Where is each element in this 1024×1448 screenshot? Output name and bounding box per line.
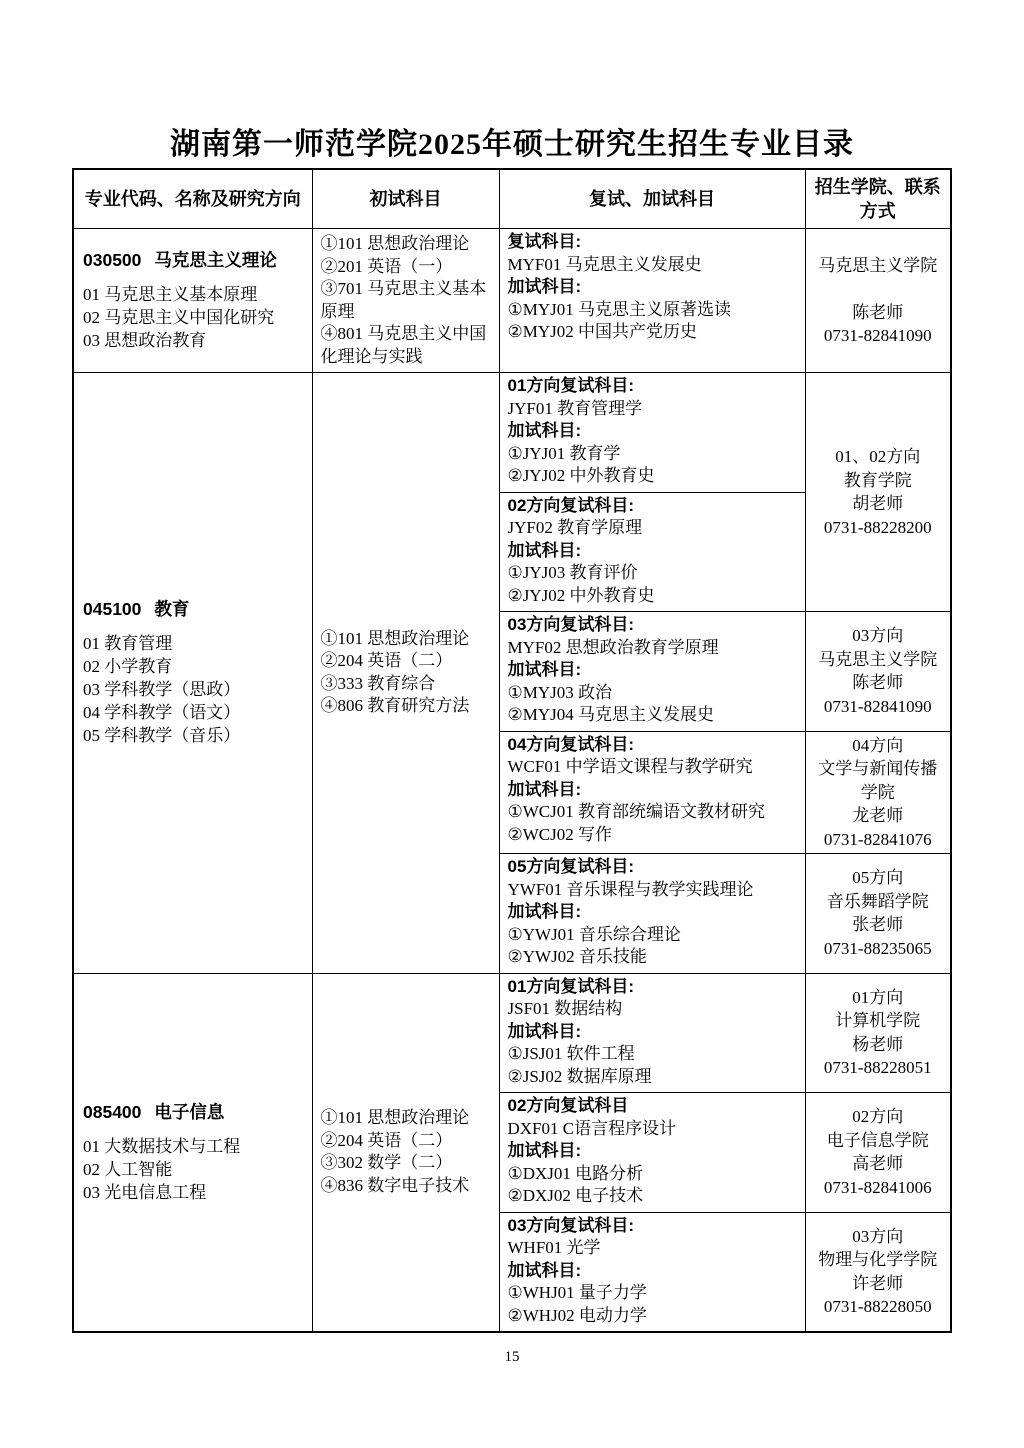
program-cell	[73, 229, 312, 373]
retest-line: MYF02 思想政治教育学原理	[507, 637, 719, 657]
initial-subjects-cell	[312, 229, 499, 373]
retest-line: ②DXJ02 电子技术	[507, 1186, 644, 1205]
contact-line: 03方向	[852, 1226, 904, 1246]
contact-line: 02方向	[852, 1107, 904, 1127]
retest-line: 加试科目:	[507, 779, 582, 799]
contact-line: 05方向	[852, 868, 904, 888]
direction-item: 05 学科教学（音乐）	[83, 726, 241, 746]
table-body	[73, 229, 951, 1333]
contact-line: 杨老师	[852, 1034, 904, 1054]
contact-line: 张老师	[852, 915, 904, 935]
contact-cell	[805, 854, 951, 974]
program-cell	[73, 373, 312, 974]
subject-line: ②204 英语（二）	[320, 1130, 453, 1150]
page-number: 15	[504, 1349, 520, 1365]
direction-item: 03 学科教学（思政）	[83, 680, 241, 700]
retest-line: 加试科目:	[507, 421, 582, 440]
retest-line: ②MYJ04 马克思主义发展史	[507, 705, 714, 724]
contact-line: 龙老师	[852, 806, 904, 825]
column-header-3: 复试、加试科目	[499, 169, 805, 229]
contact-line: 马克思主义学院	[818, 255, 938, 275]
contact-line: 0731-88228050	[823, 1297, 932, 1317]
program-code: 030500	[83, 250, 142, 270]
retest-cell	[499, 973, 805, 1093]
contact-line	[812, 277, 945, 301]
retest-line: 加试科目:	[507, 1141, 582, 1160]
code-line	[83, 249, 306, 272]
retest-cell	[499, 1093, 805, 1213]
retest-line: ①JYJ03 教育评价	[507, 563, 638, 582]
program-code: 045100	[83, 599, 142, 620]
retest-cell	[499, 854, 805, 974]
retest-line: JSF01 数据结构	[507, 999, 623, 1018]
direction-item: 03 光电信息工程	[83, 1182, 207, 1202]
retest-line: ①WCJ01 教育部统编语文教材研究	[507, 802, 765, 821]
contact-line: 许老师	[852, 1273, 904, 1293]
contact-line: 胡老师	[852, 494, 904, 513]
contact-cell	[805, 973, 951, 1093]
program-name: 电子信息	[154, 1101, 225, 1122]
retest-line: ②JYJ02 中外教育史	[507, 585, 655, 605]
table-row	[73, 373, 951, 493]
subject-line: ③701 马克思主义基本原理	[320, 279, 487, 321]
retest-line: ②WHJ02 电动力学	[507, 1305, 647, 1325]
contact-line: 0731-82841006	[823, 1177, 932, 1197]
retest-line: 02方向复试科目	[507, 1096, 629, 1115]
program-code: 085400	[83, 1101, 142, 1122]
retest-cell	[499, 373, 805, 493]
table-row	[73, 973, 951, 1093]
table-header-row	[73, 169, 951, 229]
subject-line: ②204 英语（二）	[320, 651, 453, 671]
retest-line: ①WHJ01 量子力学	[507, 1283, 647, 1302]
retest-line: WCF01 中学语文课程与教学研究	[507, 757, 753, 776]
contact-line: 0731-88235065	[823, 938, 932, 958]
contact-line: 高老师	[852, 1154, 904, 1174]
page-title: 湖南第一师范学院2025年硕士研究生招生专业目录	[170, 128, 854, 161]
subject-line: ④806 教育研究方法	[320, 696, 470, 716]
subject-line: ④801 马克思主义中国化理论与实践	[320, 324, 487, 366]
contact-line: 04方向	[852, 735, 904, 755]
program-name: 马克思主义理论	[154, 250, 277, 270]
retest-line: 加试科目:	[507, 540, 582, 560]
retest-line: 加试科目:	[507, 1021, 582, 1041]
subject-line: ②201 英语（一）	[320, 256, 453, 276]
retest-line: WHF01 光学	[507, 1238, 601, 1257]
direction-item: 02 人工智能	[83, 1159, 173, 1179]
retest-line: ①DXJ01 电路分析	[507, 1163, 644, 1183]
retest-line: ①MYJ03 政治	[507, 682, 612, 702]
retest-line: ②JYJ02 中外教育史	[507, 466, 655, 485]
retest-line: ①YWJ01 音乐综合理论	[507, 924, 681, 944]
directions-list	[83, 632, 306, 747]
retest-line: 加试科目:	[507, 1260, 582, 1280]
contact-line: 音乐舞蹈学院	[826, 891, 929, 911]
directions-list	[83, 1135, 306, 1204]
program-name: 教育	[154, 599, 190, 620]
contact-line: 文学与新闻传播学院	[818, 759, 938, 802]
contact-line: 0731-88228051	[823, 1058, 932, 1078]
retest-line: MYF01 马克思主义发展史	[507, 254, 702, 274]
contact-line: 01方向	[852, 987, 904, 1007]
contact-line: 0731-82841090	[823, 696, 932, 716]
direction-item: 01 马克思主义基本原理	[83, 285, 258, 304]
retest-line: 02方向复试科目:	[507, 495, 635, 515]
contact-cell	[805, 1212, 951, 1332]
column-header-2: 初试科目	[312, 169, 499, 229]
retest-cell	[499, 612, 805, 732]
direction-item: 01 大数据技术与工程	[83, 1136, 241, 1156]
retest-line: 03方向复试科目:	[507, 615, 635, 634]
retest-cell	[499, 1212, 805, 1332]
table-row	[73, 229, 951, 373]
retest-cell	[499, 731, 805, 854]
contact-line: 马克思主义学院	[818, 649, 938, 669]
subject-line: ③333 教育综合	[320, 673, 436, 693]
contact-line: 陈老师	[852, 302, 904, 322]
retest-line: 加试科目:	[507, 277, 582, 296]
retest-line: 加试科目:	[507, 902, 582, 921]
retest-line: ①JYJ01 教育学	[507, 443, 621, 463]
contact-line: 教育学院	[843, 470, 912, 490]
retest-line: JYF01 教育管理学	[507, 398, 643, 418]
retest-line: ②JSJ02 数据库原理	[507, 1066, 652, 1086]
contact-cell	[805, 612, 951, 732]
retest-line: DXF01 C语言程序设计	[507, 1118, 677, 1138]
code-line	[83, 598, 306, 621]
subject-line: ①101 思想政治理论	[320, 628, 470, 648]
code-line	[83, 1101, 306, 1124]
program-cell	[73, 973, 312, 1332]
subject-line: ①101 思想政治理论	[320, 1108, 470, 1128]
retest-line: ①MYJ01 马克思主义原著选读	[507, 299, 731, 319]
retest-line: ②YWJ02 音乐技能	[507, 947, 647, 966]
retest-line: 01方向复试科目:	[507, 976, 635, 996]
subject-line: ①101 思想政治理论	[320, 234, 470, 253]
retest-line: 复试科目:	[507, 232, 582, 251]
contact-line: 物理与化学学院	[818, 1250, 938, 1270]
retest-cell	[499, 492, 805, 612]
contact-line: 0731-82841076	[823, 829, 932, 849]
retest-line: YWF01 音乐课程与教学实践理论	[507, 879, 754, 899]
direction-item: 02 马克思主义中国化研究	[83, 308, 275, 327]
retest-line: JYF02 教育学原理	[507, 518, 643, 537]
retest-line: ②MYJ02 中国共产党历史	[507, 322, 697, 341]
retest-line: 05方向复试科目:	[507, 857, 635, 876]
contact-line: 陈老师	[852, 673, 904, 693]
contact-cell	[805, 229, 951, 373]
retest-line: 加试科目:	[507, 660, 582, 679]
retest-line: ②WCJ02 写作	[507, 824, 612, 844]
column-header-1: 专业代码、名称及研究方向	[73, 169, 312, 229]
contact-line: 0731-88228200	[823, 517, 932, 537]
subject-line: ③302 数学（二）	[320, 1153, 453, 1173]
contact-line: 03方向	[852, 626, 904, 646]
retest-line: 04方向复试科目:	[507, 734, 635, 754]
direction-item: 04 学科教学（语文）	[83, 703, 241, 723]
contact-cell	[805, 1093, 951, 1213]
contact-line: 01、02方向	[835, 447, 921, 466]
contact-line: 0731-82841090	[823, 326, 932, 345]
direction-item: 01 教育管理	[83, 634, 173, 654]
initial-subjects-cell	[312, 373, 499, 974]
contact-line: 电子信息学院	[826, 1130, 929, 1150]
directions-list	[83, 283, 306, 352]
direction-item: 02 小学教育	[83, 657, 173, 677]
retest-line: ①JSJ01 软件工程	[507, 1044, 635, 1063]
retest-cell	[499, 229, 805, 373]
subject-line: ④836 数字电子技术	[320, 1175, 470, 1195]
retest-line: 01方向复试科目:	[507, 376, 635, 395]
direction-item: 03 思想政治教育	[83, 331, 207, 350]
admissions-table	[72, 168, 952, 1333]
column-header-4: 招生学院、联系方式	[805, 169, 951, 229]
initial-subjects-cell	[312, 973, 499, 1332]
contact-cell	[805, 373, 951, 612]
contact-line: 计算机学院	[835, 1011, 921, 1031]
retest-line: 03方向复试科目:	[507, 1215, 635, 1235]
contact-cell	[805, 731, 951, 854]
